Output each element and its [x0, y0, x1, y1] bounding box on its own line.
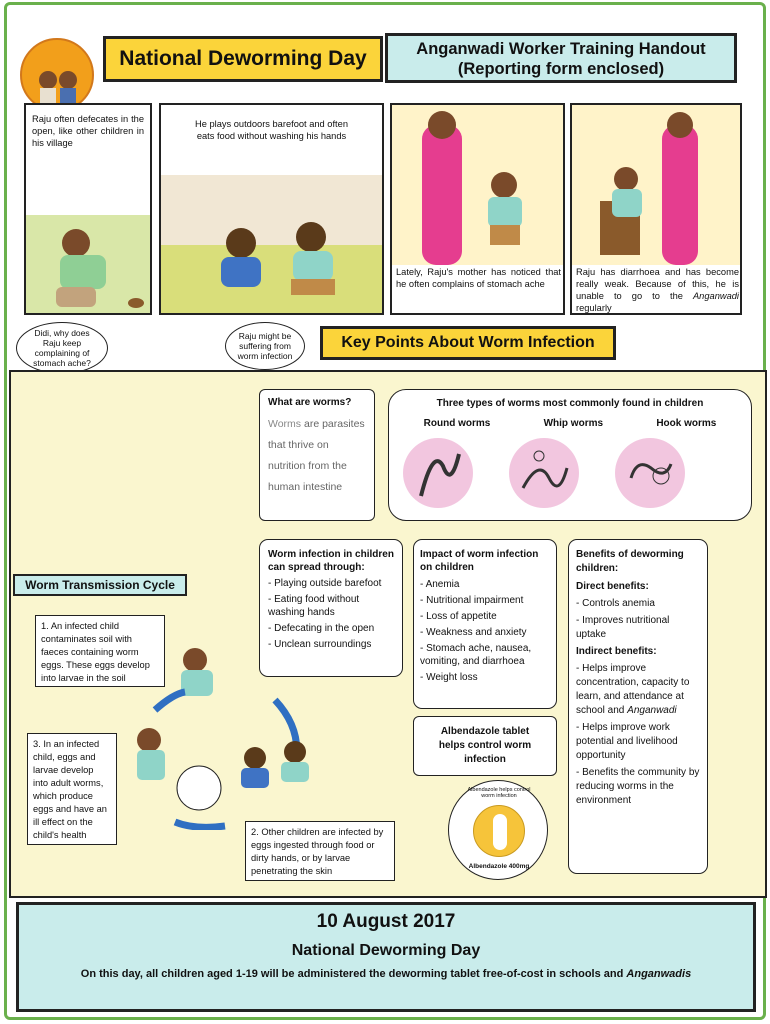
transmission-cycle-illustration [125, 640, 325, 830]
worm-types-heading: Three types of worms most commonly found in children [436, 398, 704, 409]
impact-heading: Impact of worm infection on children [420, 549, 539, 573]
whipworm-label: Whip worms [543, 418, 604, 429]
logo [20, 38, 94, 112]
spread-item: - Defecating in the open [268, 623, 375, 634]
raju-sick-in-chair-illustration [572, 105, 742, 265]
indirect-benefits-heading: Indirect benefits: [576, 646, 657, 657]
story-panel-3 [390, 103, 565, 315]
cycle-step-3: 3. In an infected child, eggs and larvae develop into adult worms, which produce eggs and have an ill effect on the child's health [27, 733, 117, 845]
panel-3-caption: Lately, Raju's mother has noticed that he often complains of stomach ache [396, 267, 561, 289]
cycle-title: Worm Transmission Cycle [13, 574, 187, 596]
indirect-benefit-item: - Helps improve concentration, capacity to learn, and attendance at school and Anganwadi [576, 663, 690, 716]
albendazole-card: Albendazole tablet helps control worm infection [413, 716, 557, 776]
what-are-worms-card [259, 389, 375, 521]
direct-benefit-item: - Improves nutritional uptake [576, 615, 670, 640]
key-points-heading: Key Points About Worm Infection [320, 326, 616, 360]
cycle-step-1: 1. An infected child contaminates soil with faeces containing worm eggs. These eggs develop into larvae in the soil [35, 615, 165, 687]
hookworm-image [615, 438, 685, 508]
what-are-worms-heading: What are worms? [268, 397, 352, 408]
story-panel-1 [24, 103, 152, 315]
spread-item: - Playing outside barefoot [268, 578, 382, 589]
tablet-icon [473, 805, 525, 857]
story-panel-4 [570, 103, 742, 315]
panel-1-caption: Raju often defecates in the open, like other children in his village [32, 114, 144, 148]
event-date: 10 August 2017 [316, 911, 456, 932]
speech-bubble-question: Didi, why does Raju keep complaining of stomach ache? [16, 322, 108, 374]
panel-2-caption: He plays outdoors barefoot and often eats food without washing his hands [195, 119, 348, 141]
story-panel-2 [159, 103, 384, 315]
mother-and-raju-illustration [392, 105, 565, 265]
spread-item: - Unclean surroundings [268, 639, 372, 650]
benefits-card [568, 539, 708, 874]
children-playing-illustration [161, 175, 384, 315]
direct-benefit-item: - Controls anemia [576, 598, 655, 609]
worms-word: Worms [268, 418, 302, 430]
impact-item: - Anemia [420, 579, 460, 590]
indirect-benefit-item: - Helps improve work potential and livelihood opportunity [576, 722, 678, 761]
spread-heading: Worm infection in children can spread through: [268, 549, 394, 573]
impact-item: - Weight loss [420, 672, 478, 683]
roundworm-image [403, 438, 473, 508]
event-title: National Deworming Day [291, 942, 481, 959]
impact-item: - Stomach ache, nausea, vomiting, and diarrhoea [420, 643, 532, 667]
impact-item: - Nutritional impairment [420, 595, 524, 606]
impact-card [413, 539, 557, 709]
event-description: On this day, all children aged 1-19 will be administered the deworming tablet free-of-cost in schools and Anganwadis [80, 968, 692, 980]
impact-item: - Loss of appetite [420, 611, 497, 622]
worms-definition: are parasites that thrive on nutrition from the human intestine [268, 418, 365, 493]
seal-text: Albendazole helps control worm infection [467, 787, 531, 799]
handout-subtitle [385, 33, 737, 83]
subtitle-line-2: (Reporting form enclosed) [457, 60, 665, 78]
panel-4-caption: Raju has diarrhoea and has become really weak. Because of this, he is unable to go to the Anganwadi regularly [576, 267, 739, 313]
page-title: National Deworming Day [103, 36, 383, 82]
albendazole-seal [448, 780, 548, 880]
tablet-label: Albendazole 400mg [468, 863, 530, 870]
boy-squatting-illustration [26, 215, 152, 315]
whipworm-image [509, 438, 579, 508]
spread-item: - Eating food without washing hands [268, 594, 360, 618]
hookworm-label: Hook worms [656, 418, 717, 429]
speech-bubble-answer: Raju might be suffering from worm infection [225, 322, 305, 370]
roundworm-label: Round worms [423, 418, 491, 429]
direct-benefits-heading: Direct benefits: [576, 581, 649, 592]
benefits-heading: Benefits of deworming children: [576, 549, 684, 574]
impact-item: - Weakness and anxiety [420, 627, 527, 638]
subtitle-line-1: Anganwadi Worker Training Handout [416, 40, 706, 58]
worm-types-card [388, 389, 752, 521]
footer-banner [16, 902, 756, 1012]
indirect-benefit-item: - Benefits the community by reducing worms in the environment [576, 767, 700, 806]
cycle-step-2: 2. Other children are infected by eggs ingested through food or dirty hands, or by larvae penetrating the skin [245, 821, 395, 881]
